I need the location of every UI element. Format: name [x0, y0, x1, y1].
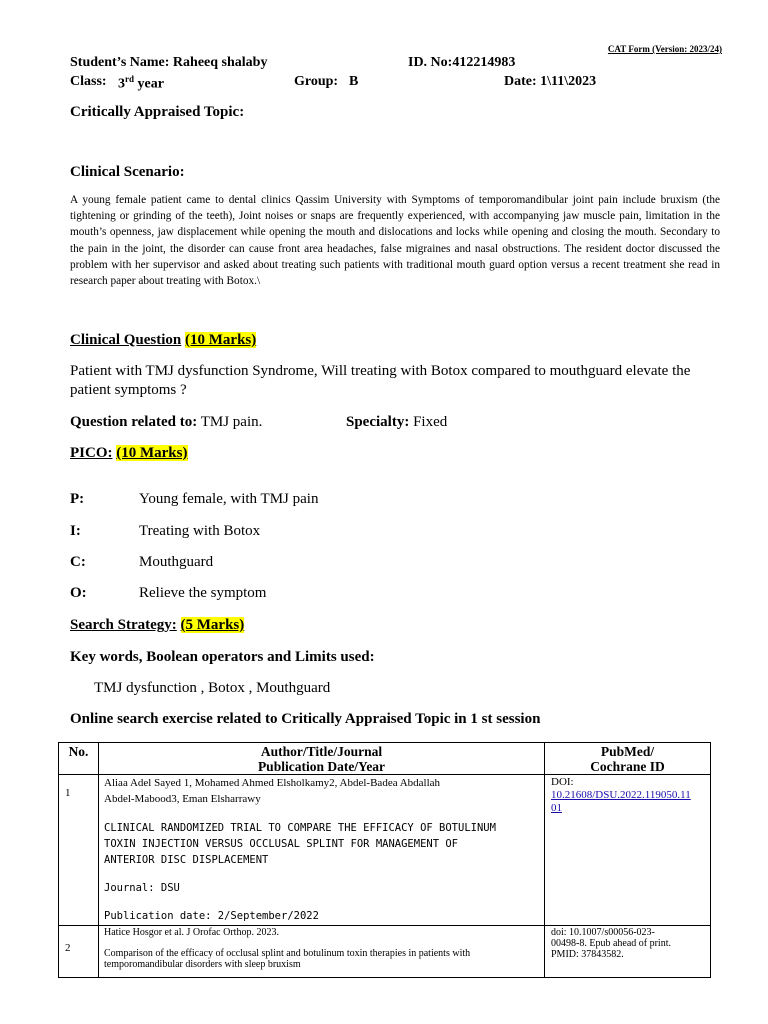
row2-no: 2: [59, 926, 99, 978]
specialty-label: Specialty:: [346, 414, 410, 430]
row1-doi-label: DOI:: [551, 776, 574, 788]
row1-authors-line2: Abdel-Mabood3, Eman Elsharrawy: [104, 793, 261, 805]
search-strategy-marks: (5 Marks): [180, 617, 245, 633]
student-name: Student’s Name: Raheeq shalaby: [70, 55, 268, 70]
header-pubmed-line1: PubMed/: [600, 744, 655, 759]
row1-doi-link[interactable]: 10.21608/DSU.2022.119050.11 01: [551, 789, 691, 814]
search-strategy-heading: [70, 617, 244, 634]
header-pubmed-line2: Cochrane ID: [590, 759, 665, 774]
class-superscript: rd: [125, 74, 134, 84]
class-year: year: [137, 76, 164, 92]
scenario-heading: Clinical Scenario:: [70, 164, 185, 180]
pico-heading: [70, 445, 188, 462]
row1-authors-line1: Aliaa Adel Sayed 1, Mohamed Ahmed Elsholkamy2, Abdel-Badea Abdallah: [104, 777, 441, 789]
row1-title-line1: CLINICAL RANDOMIZED TRIAL TO COMPARE THE EFFICACY OF BOTULINUM: [104, 822, 496, 834]
group-label: Group:: [294, 74, 339, 89]
row1-title-line3: ANTERIOR DISC DISPLACEMENT: [104, 854, 269, 866]
clinical-question-heading: [70, 332, 256, 349]
row1-no: 1: [59, 775, 99, 926]
row2-title-line2: temporomandibular disorders with sleep bruxism: [104, 959, 301, 970]
class-label: Class:: [70, 74, 107, 89]
class-value: [118, 74, 164, 93]
pico-p-letter: P:: [70, 491, 85, 507]
table-header-row: [59, 743, 711, 775]
cat-title: Critically Appraised Topic:: [70, 104, 245, 120]
row1-title-line2: TOXIN INJECTION VERSUS OCCLUSAL SPLINT FOR MANAGEMENT OF: [104, 838, 459, 850]
table-row: [59, 775, 711, 926]
keywords-label: Key words, Boolean operators and Limits used:: [70, 649, 375, 665]
form-version-tag: CAT Form (Version: 2023/24): [607, 44, 722, 54]
table-row: [59, 926, 711, 978]
pico-marks: (10 Marks): [116, 445, 188, 461]
scenario-text: A young female patient came to dental clinics Qassim University with Symptoms of temporomandibular joint pain include bruxism (the tightening or grinding of the teeth), Joint noises or snaps are frequently experienced, with accompanying jaw muscle pain, limitation in the mouth’s openness, jaw displacement while opening the mouth and dislocations and locks while opening and closing the mouth. Secondary to the pain in the joint, the disorder can cause front area headaches, false migraines and nasal obstructions. The resident doctor discussed the problem with her supervisor and asked about treating such patients with traditional mouth guard option versus a recent treatment she read in research paper about treating with Botox.\: [70, 194, 720, 288]
student-id: ID. No:412214983: [408, 55, 516, 70]
clinical-question-text: Patient with TMJ dysfunction Syndrome, Will treating with Botox compared to mouthguard elevate the patient symptoms ?: [70, 363, 691, 398]
row2-authors: Hatice Hosgor et al. J Orofac Orthop. 2023.: [104, 927, 279, 938]
question-related-value: TMJ pain.: [200, 414, 263, 430]
online-search-title: Online search exercise related to Critically Appraised Topic in 1 st session: [70, 711, 541, 727]
pico-title: PICO:: [70, 445, 113, 461]
row1-ids: [545, 775, 711, 926]
row1-details: [99, 775, 545, 926]
clinical-question-title: Clinical Question: [70, 332, 182, 348]
header-author-line1: Author/Title/Journal: [260, 744, 383, 759]
specialty-value: Fixed: [413, 414, 448, 430]
pico-p-value: Young female, with TMJ pain: [139, 491, 319, 507]
header-no: No.: [59, 743, 99, 775]
row2-id-line2: 00498-8. Epub ahead of print.: [551, 938, 671, 949]
clinical-question-marks: (10 Marks): [185, 332, 257, 348]
question-related-label: Question related to:: [70, 414, 198, 430]
row2-details: [99, 926, 545, 978]
header-author: [99, 743, 545, 775]
header-pubmed: [545, 743, 711, 775]
search-results-table: [58, 742, 711, 978]
pico-i-letter: I:: [70, 523, 81, 539]
row2-id-line1: doi: 10.1007/s00056-023-: [551, 927, 655, 938]
specialty: [346, 414, 447, 431]
pico-o-value: Relieve the symptom: [139, 585, 267, 601]
row2-id-line3: PMID: 37843582.: [551, 949, 624, 960]
date-field: Date: 1\11\2023: [504, 74, 597, 89]
class-number: 3: [118, 76, 125, 92]
question-related: [70, 414, 262, 431]
search-strategy-title: Search Strategy:: [70, 617, 177, 633]
group-value: B: [349, 74, 359, 89]
pico-c-letter: C:: [70, 554, 86, 570]
header-author-line2: Publication Date/Year: [257, 759, 386, 774]
keywords-value: TMJ dysfunction , Botox , Mouthguard: [94, 680, 331, 696]
row1-pub-date: Publication date: 2/September/2022: [104, 910, 319, 922]
pico-i-value: Treating with Botox: [139, 523, 261, 539]
pico-o-letter: O:: [70, 585, 87, 601]
row1-journal: Journal: DSU: [104, 882, 180, 894]
row2-ids: [545, 926, 711, 978]
pico-c-value: Mouthguard: [139, 554, 214, 570]
row2-title-line1: Comparison of the efficacy of occlusal splint and botulinum toxin therapies in patients with: [104, 948, 471, 959]
